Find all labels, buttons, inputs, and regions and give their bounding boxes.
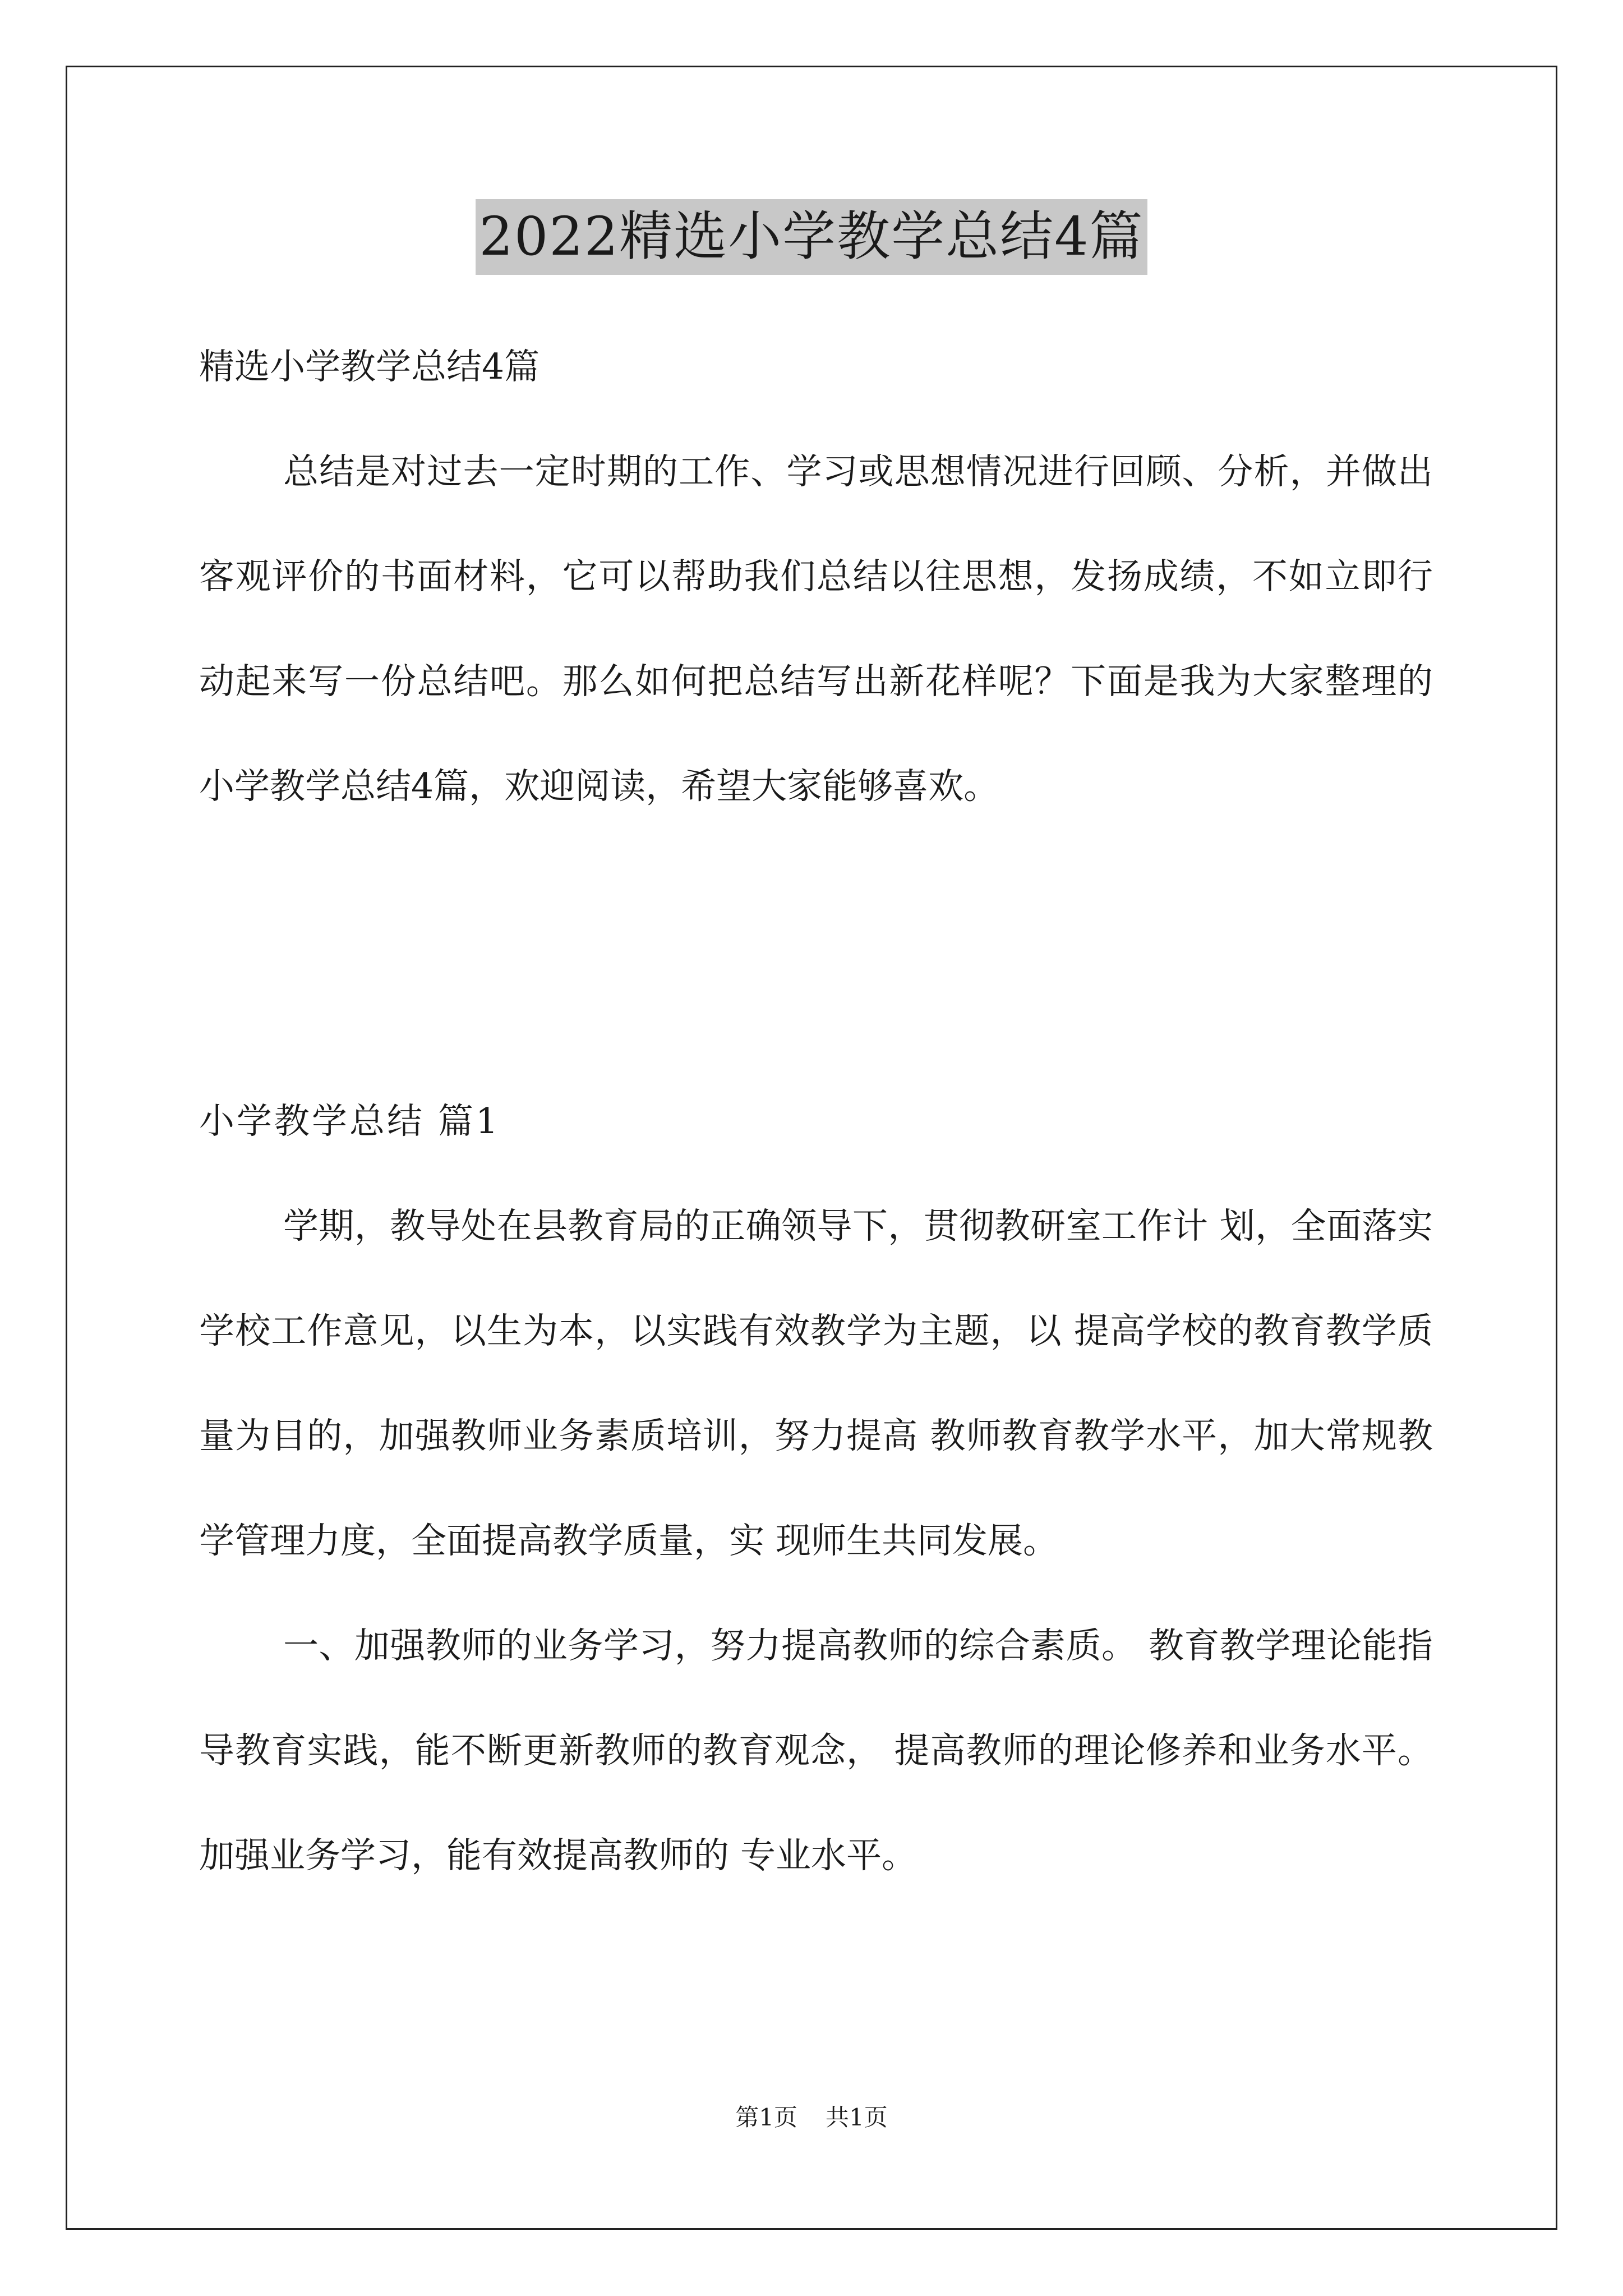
document-title: 2022精选小学教学总结4篇 [476,199,1147,275]
section-heading: 小学教学总结 篇1 [199,1101,501,1142]
intro-paragraph: 总结是对过去一定时期的工作、学习或思想情况进行回顾、分析，并做出客观评价的书面材料，它可以帮助我们总结以往思想，发扬成绩，不如立即行动起来写一份总结吧。那么如何把总结写出新花样呢？下面是我为大家整理的小学教学总结4篇，欢迎阅读，希望大家能够喜欢。 [199,451,1433,807]
subtitle-block [199,314,1433,419]
body-paragraph-2: 一、加强教师的业务学习，努力提高教师的综合素质。 教育教学理论能指导教育实践，能不断更新教师的教育观念， 提高教师的理论修养和业务水平。加强业务学习，能有效提高教师的 专业水平。 [199,1625,1433,1876]
page-number-current: 第1页 [735,2104,797,2131]
page-footer [0,2101,1623,2134]
intro-block [199,419,1433,839]
title-container [0,199,1623,275]
section-body [199,1174,1433,1908]
body-paragraph-1: 学期，教导处在县教育局的正确领导下，贯彻教研室工作计 划，全面落实学校工作意见，以生为本，以实践有效教学为主题，以 提高学校的教育教学质量为目的，加强教师业务素质培训，努力提高 教师教育教学水平，加大常规教学管理力度，全面提高教学质量，实 现师生共同发展。 [199,1205,1433,1561]
document-subtitle: 精选小学教学总结4篇 [199,346,540,387]
section-heading-block [199,1069,1433,1174]
page-number-total: 共1页 [826,2104,888,2131]
